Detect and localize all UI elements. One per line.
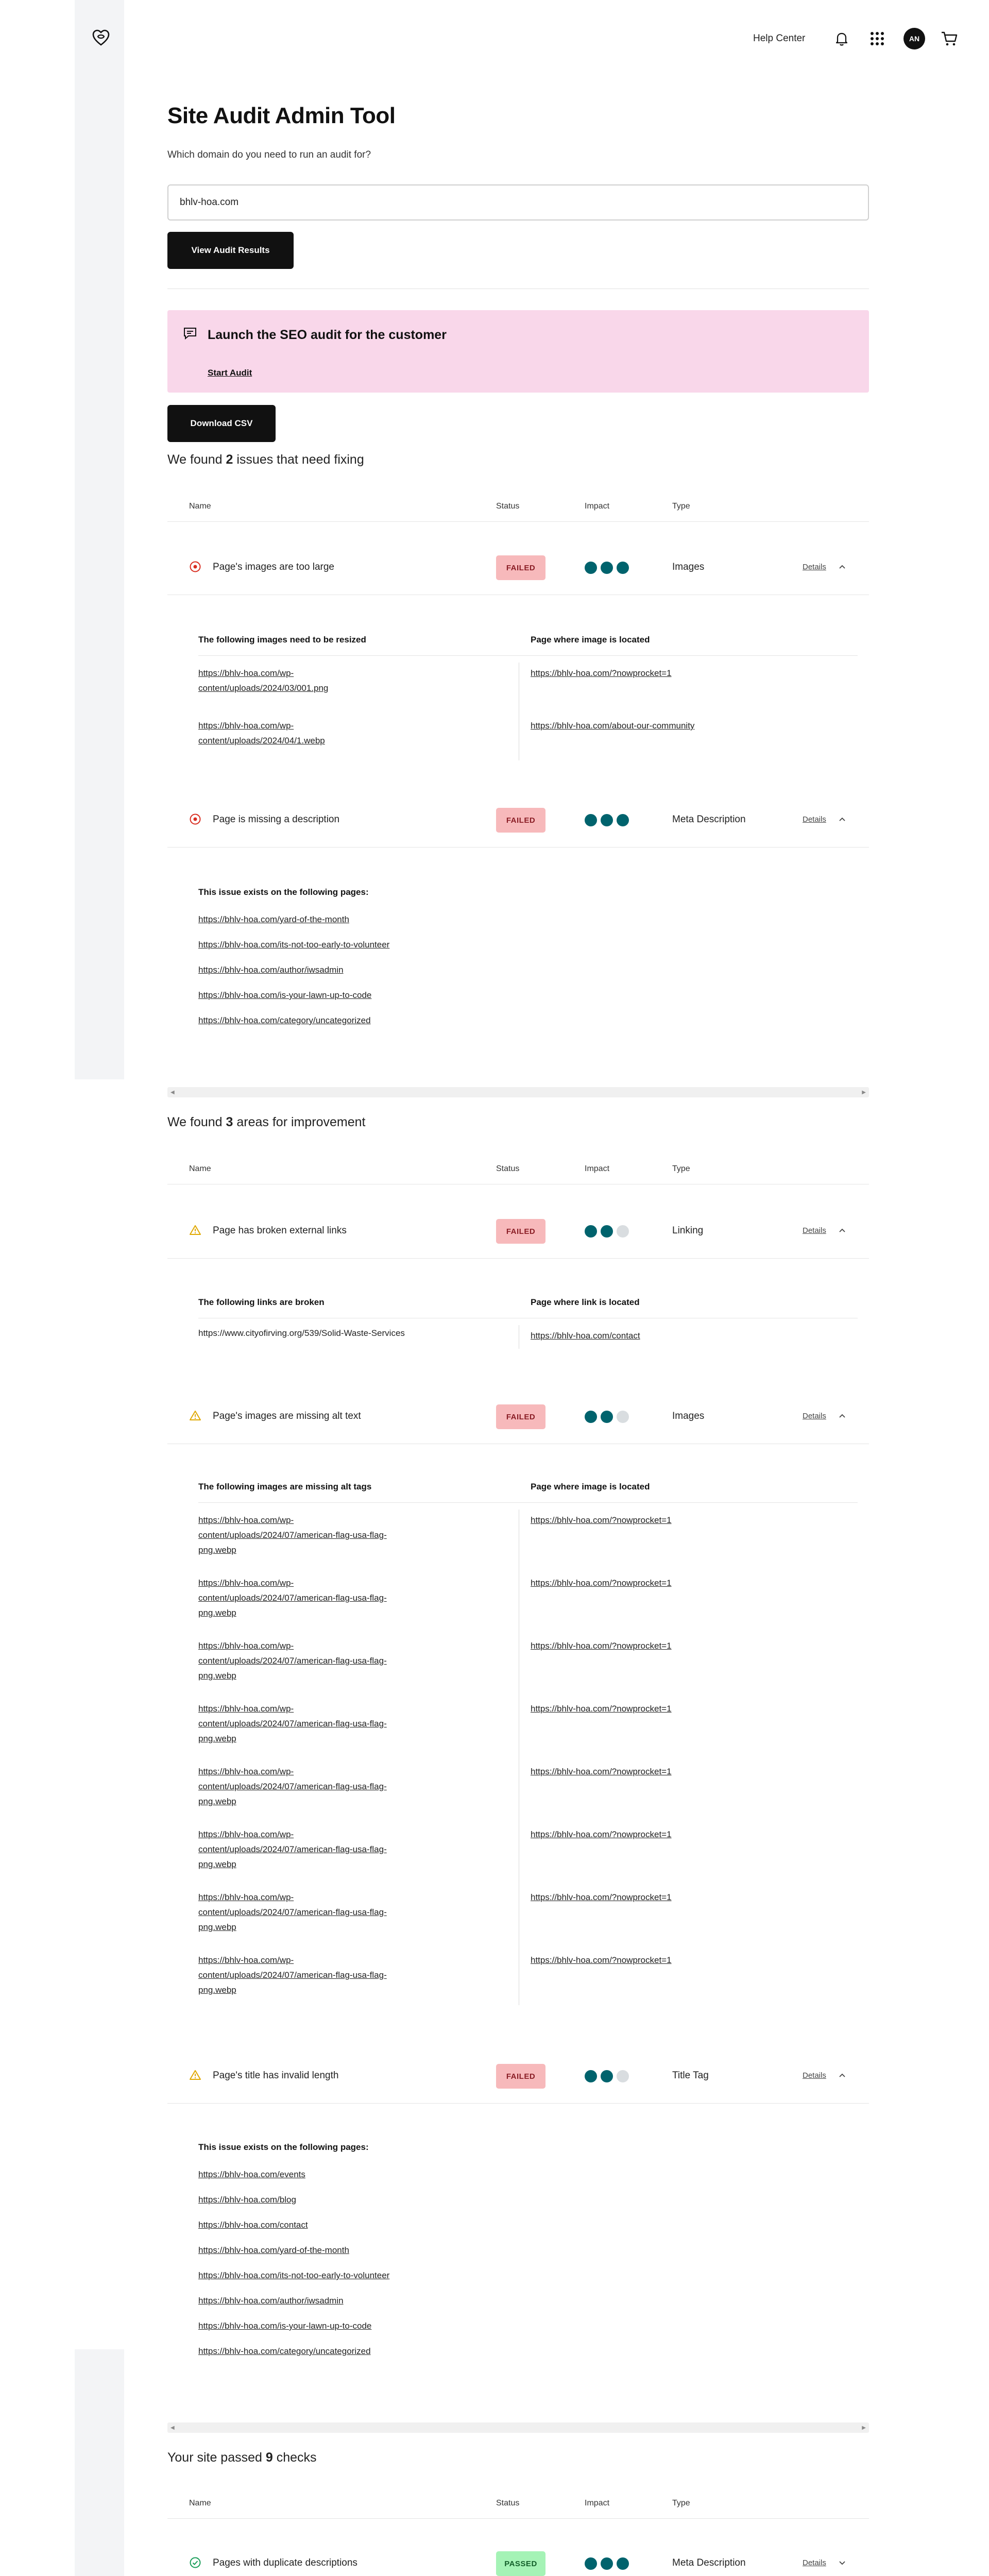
- impact-dot: [585, 562, 597, 574]
- impact-dot: [601, 1411, 613, 1423]
- details-header-divider: [198, 1502, 858, 1503]
- page-subtitle: Which domain do you need to run an audit for?: [167, 149, 371, 160]
- image-url-line: content/uploads/2024/07/american-flag-usa-flag-: [198, 1844, 387, 1854]
- image-url-link[interactable]: [198, 666, 328, 696]
- affected-page-link[interactable]: https://bhlv-hoa.com/category/uncategorized: [198, 2346, 371, 2356]
- check-circle-icon: [189, 2556, 201, 2569]
- image-url-line: https://bhlv-hoa.com/wp-: [198, 1515, 294, 1525]
- image-url-line: png.webp: [198, 1859, 236, 1869]
- section-title-pre: We found: [167, 452, 226, 467]
- image-url-link[interactable]: [198, 1827, 387, 1872]
- status-badge: FAILED: [496, 1219, 545, 1244]
- header-divider: [167, 521, 869, 522]
- image-url-line: https://bhlv-hoa.com/wp-: [198, 668, 294, 678]
- image-url-link[interactable]: [198, 1701, 387, 1746]
- page-location-link[interactable]: https://bhlv-hoa.com/about-our-community: [531, 721, 695, 731]
- details-left-heading: The following images need to be resized: [198, 635, 366, 645]
- affected-page-link[interactable]: https://bhlv-hoa.com/yard-of-the-month: [198, 2245, 349, 2255]
- view-audit-results-button[interactable]: View Audit Results: [167, 232, 294, 269]
- affected-page-link[interactable]: https://bhlv-hoa.com/its-not-too-early-to-volunteer: [198, 2270, 390, 2280]
- impact-dot: [585, 1411, 597, 1423]
- pages-heading: This issue exists on the following pages:: [198, 2142, 369, 2152]
- details-link[interactable]: Details: [803, 563, 826, 571]
- image-url-line: https://bhlv-hoa.com/wp-: [198, 1892, 294, 1902]
- seo-audit-banner: [167, 310, 869, 393]
- scroll-left-icon[interactable]: ◀: [170, 1090, 175, 1095]
- column-header-status: Status: [496, 502, 520, 511]
- page-location-link[interactable]: https://bhlv-hoa.com/?nowprocket=1: [531, 1767, 672, 1776]
- impact-meter: [585, 562, 629, 574]
- image-url-line: content/uploads/2024/07/american-flag-usa-flag-: [198, 1782, 387, 1791]
- column-header-impact: Impact: [585, 2499, 610, 2507]
- image-url-line: content/uploads/2024/07/american-flag-usa-flag-: [198, 1593, 387, 1603]
- column-header-impact: Impact: [585, 502, 610, 511]
- page-location-link[interactable]: https://bhlv-hoa.com/?nowprocket=1: [531, 1892, 672, 1902]
- section-count: 2: [226, 452, 233, 467]
- column-header-type: Type: [672, 1164, 690, 1173]
- section-count: 3: [226, 1115, 233, 1129]
- image-url-line: png.webp: [198, 1545, 236, 1555]
- chevron-up-icon[interactable]: [838, 2071, 846, 2079]
- image-url-line: https://bhlv-hoa.com/wp-: [198, 1767, 294, 1776]
- check-name: Pages with duplicate descriptions: [213, 2557, 357, 2568]
- affected-page-link[interactable]: https://bhlv-hoa.com/is-your-lawn-up-to-code: [198, 990, 372, 1000]
- row-divider: [167, 2103, 869, 2104]
- impact-dot: [585, 2557, 597, 2570]
- section-title-pre: We found: [167, 1115, 226, 1129]
- left-side-strip: [75, 0, 124, 1079]
- page-location-link[interactable]: https://bhlv-hoa.com/?nowprocket=1: [531, 1578, 672, 1588]
- affected-page-link[interactable]: https://bhlv-hoa.com/author/iwsadmin: [198, 965, 344, 975]
- check-row: [167, 2056, 869, 2097]
- details-link[interactable]: Details: [803, 2071, 826, 2080]
- impact-dot: [601, 562, 613, 574]
- image-url-line: https://bhlv-hoa.com/wp-: [198, 1829, 294, 1839]
- status-badge: FAILED: [496, 1404, 545, 1429]
- scroll-right-icon[interactable]: ▶: [862, 2425, 866, 2431]
- impact-meter: [585, 814, 629, 826]
- chevron-up-icon[interactable]: [838, 1226, 846, 1234]
- scroll-right-icon[interactable]: ▶: [862, 1090, 866, 1095]
- image-url-line: content/uploads/2024/07/american-flag-usa-flag-: [198, 1970, 387, 1980]
- section-title: [167, 452, 364, 467]
- details-link[interactable]: Details: [803, 815, 826, 824]
- impact-dot: [601, 1225, 613, 1238]
- image-url-line: https://bhlv-hoa.com/wp-: [198, 1641, 294, 1651]
- affected-page-link[interactable]: https://bhlv-hoa.com/yard-of-the-month: [198, 914, 349, 924]
- check-name: Page's title has invalid length: [213, 2070, 339, 2081]
- affected-page-link[interactable]: https://bhlv-hoa.com/contact: [198, 2220, 308, 2230]
- horizontal-scrollbar[interactable]: [167, 1087, 869, 1097]
- impact-meter: [585, 1225, 629, 1238]
- check-type: Meta Description: [672, 2557, 746, 2568]
- details-left-heading: The following images are missing alt tags: [198, 1482, 372, 1492]
- image-url-link[interactable]: [198, 1890, 387, 1935]
- image-url-link[interactable]: [198, 1764, 387, 1809]
- check-row: [167, 2543, 869, 2576]
- page-location-link[interactable]: https://bhlv-hoa.com/?nowprocket=1: [531, 1829, 672, 1839]
- error-circle-icon: [189, 561, 201, 573]
- impact-dot: [585, 1225, 597, 1238]
- image-url-link[interactable]: [198, 1953, 387, 1997]
- image-url-line: https://bhlv-hoa.com/wp-: [198, 1578, 294, 1588]
- warning-triangle-icon: [189, 1224, 201, 1236]
- row-divider: [167, 847, 869, 848]
- check-row: [167, 547, 869, 588]
- check-row: [167, 800, 869, 841]
- page-title: Site Audit Admin Tool: [167, 103, 396, 128]
- impact-dot: [617, 562, 629, 574]
- image-url-line: https://bhlv-hoa.com/wp-: [198, 721, 294, 731]
- domain-input[interactable]: [167, 184, 869, 221]
- impact-meter: [585, 2557, 629, 2570]
- image-url-line: png.webp: [198, 1985, 236, 1995]
- download-csv-button[interactable]: Download CSV: [167, 405, 276, 442]
- affected-page-link[interactable]: https://bhlv-hoa.com/category/uncategorized: [198, 1015, 371, 1025]
- section-title-post: areas for improvement: [233, 1115, 366, 1129]
- impact-dot: [601, 2557, 613, 2570]
- impact-dot: [617, 2070, 629, 2082]
- affected-page-link[interactable]: https://bhlv-hoa.com/its-not-too-early-to-volunteer: [198, 940, 390, 950]
- image-url-line: content/uploads/2024/04/1.webp: [198, 736, 325, 745]
- broken-link-url: https://www.cityofirving.org/539/Solid-Waste-Services: [198, 1328, 405, 1338]
- page-location-link[interactable]: https://bhlv-hoa.com/?nowprocket=1: [531, 1641, 672, 1651]
- affected-page-link[interactable]: https://bhlv-hoa.com/author/iwsadmin: [198, 2296, 344, 2306]
- status-badge: PASSED: [496, 2551, 545, 2576]
- error-circle-icon: [189, 813, 201, 825]
- check-type: Meta Description: [672, 814, 746, 825]
- column-header-impact: Impact: [585, 1164, 610, 1173]
- check-type: Title Tag: [672, 2070, 709, 2081]
- page-location-link[interactable]: https://bhlv-hoa.com/?nowprocket=1: [531, 1515, 672, 1525]
- page-location-link[interactable]: https://bhlv-hoa.com/contact: [531, 1331, 640, 1341]
- pages-heading: This issue exists on the following pages:: [198, 887, 369, 897]
- impact-dot: [601, 814, 613, 826]
- image-url-line: png.webp: [198, 1734, 236, 1743]
- image-url-line: content/uploads/2024/07/american-flag-usa-flag-: [198, 1656, 387, 1666]
- details-header-divider: [198, 655, 858, 656]
- warning-triangle-icon: [189, 2069, 201, 2081]
- scroll-left-icon[interactable]: ◀: [170, 2425, 175, 2431]
- check-type: Images: [672, 1411, 705, 1421]
- impact-dot: [585, 2070, 597, 2082]
- status-badge: FAILED: [496, 555, 545, 580]
- column-header-name: Name: [189, 502, 211, 511]
- column-header-type: Type: [672, 2499, 690, 2507]
- chevron-up-icon[interactable]: [838, 563, 846, 571]
- affected-page-link[interactable]: https://bhlv-hoa.com/is-your-lawn-up-to-code: [198, 2321, 372, 2331]
- column-header-type: Type: [672, 502, 690, 511]
- check-row: [167, 1211, 869, 1252]
- column-header-status: Status: [496, 1164, 520, 1173]
- cart-icon[interactable]: [941, 30, 958, 47]
- details-right-heading: Page where image is located: [531, 1482, 650, 1492]
- apps-grid-icon[interactable]: [871, 32, 884, 45]
- image-url-line: https://bhlv-hoa.com/wp-: [198, 1955, 294, 1965]
- impact-meter: [585, 2070, 629, 2082]
- status-badge: FAILED: [496, 2064, 545, 2089]
- image-url-line: https://bhlv-hoa.com/wp-: [198, 1704, 294, 1714]
- row-divider: [167, 1258, 869, 1259]
- affected-page-link[interactable]: https://bhlv-hoa.com/blog: [198, 2195, 296, 2205]
- details-link[interactable]: Details: [803, 2558, 826, 2567]
- page-location-link[interactable]: https://bhlv-hoa.com/?nowprocket=1: [531, 1955, 672, 1965]
- check-name: Page has broken external links: [213, 1225, 347, 1236]
- column-header-name: Name: [189, 2499, 211, 2507]
- image-url-link[interactable]: [198, 718, 325, 748]
- image-url-link[interactable]: [198, 1575, 387, 1620]
- section-title: [167, 2450, 317, 2465]
- impact-meter: [585, 1411, 629, 1423]
- affected-page-link[interactable]: https://bhlv-hoa.com/events: [198, 2170, 305, 2179]
- status-badge: FAILED: [496, 808, 545, 833]
- banner-title: Launch the SEO audit for the customer: [208, 328, 447, 342]
- start-audit-link[interactable]: Start Audit: [208, 368, 252, 378]
- header-divider: [167, 2518, 869, 2519]
- check-row: [167, 1396, 869, 1437]
- heart-logo-icon[interactable]: [92, 29, 110, 47]
- impact-dot: [585, 814, 597, 826]
- section-count: 9: [265, 2450, 273, 2465]
- details-right-heading: Page where link is located: [531, 1297, 640, 1307]
- chevron-up-icon[interactable]: [838, 815, 846, 823]
- top-bar: [0, 0, 989, 77]
- impact-dot: [617, 814, 629, 826]
- horizontal-scrollbar[interactable]: [167, 2422, 869, 2433]
- image-url-line: png.webp: [198, 1608, 236, 1618]
- image-url-line: content/uploads/2024/07/american-flag-usa-flag-: [198, 1719, 387, 1728]
- chevron-down-icon[interactable]: [838, 2558, 846, 2567]
- help-center-link[interactable]: Help Center: [753, 33, 806, 44]
- image-url-line: content/uploads/2024/03/001.png: [198, 683, 329, 693]
- check-name: Page is missing a description: [213, 814, 340, 825]
- details-left-heading: The following links are broken: [198, 1297, 325, 1307]
- column-header-status: Status: [496, 2499, 520, 2507]
- column-header-name: Name: [189, 1164, 211, 1173]
- details-link[interactable]: Details: [803, 1226, 826, 1235]
- section-title: [167, 1115, 365, 1130]
- warning-triangle-icon: [189, 1410, 201, 1422]
- chevron-up-icon[interactable]: [838, 1412, 846, 1420]
- avatar[interactable]: AN: [903, 28, 925, 49]
- message-icon: [183, 327, 197, 340]
- check-name: Page's images are too large: [213, 562, 334, 572]
- impact-dot: [617, 1225, 629, 1238]
- image-url-line: content/uploads/2024/07/american-flag-usa-flag-: [198, 1907, 387, 1917]
- section-title-post: checks: [272, 2450, 317, 2465]
- page-location-link[interactable]: https://bhlv-hoa.com/?nowprocket=1: [531, 1704, 672, 1714]
- check-name: Page's images are missing alt text: [213, 1411, 361, 1421]
- impact-dot: [601, 2070, 613, 2082]
- impact-dot: [617, 1411, 629, 1423]
- page-location-link[interactable]: https://bhlv-hoa.com/?nowprocket=1: [531, 668, 672, 678]
- image-url-link[interactable]: [198, 1638, 387, 1683]
- bell-icon[interactable]: [834, 31, 849, 46]
- impact-dot: [617, 2557, 629, 2570]
- check-type: Images: [672, 562, 705, 572]
- image-url-line: content/uploads/2024/07/american-flag-usa-flag-: [198, 1530, 387, 1540]
- image-url-line: png.webp: [198, 1922, 236, 1932]
- image-url-link[interactable]: [198, 1513, 387, 1557]
- check-type: Linking: [672, 1225, 704, 1236]
- image-url-line: png.webp: [198, 1797, 236, 1806]
- details-right-heading: Page where image is located: [531, 635, 650, 645]
- section-title-post: issues that need fixing: [233, 452, 364, 467]
- section-title-pre: Your site passed: [167, 2450, 266, 2465]
- details-link[interactable]: Details: [803, 1412, 826, 1420]
- image-url-line: png.webp: [198, 1671, 236, 1681]
- left-side-strip-lower: [75, 2349, 124, 2576]
